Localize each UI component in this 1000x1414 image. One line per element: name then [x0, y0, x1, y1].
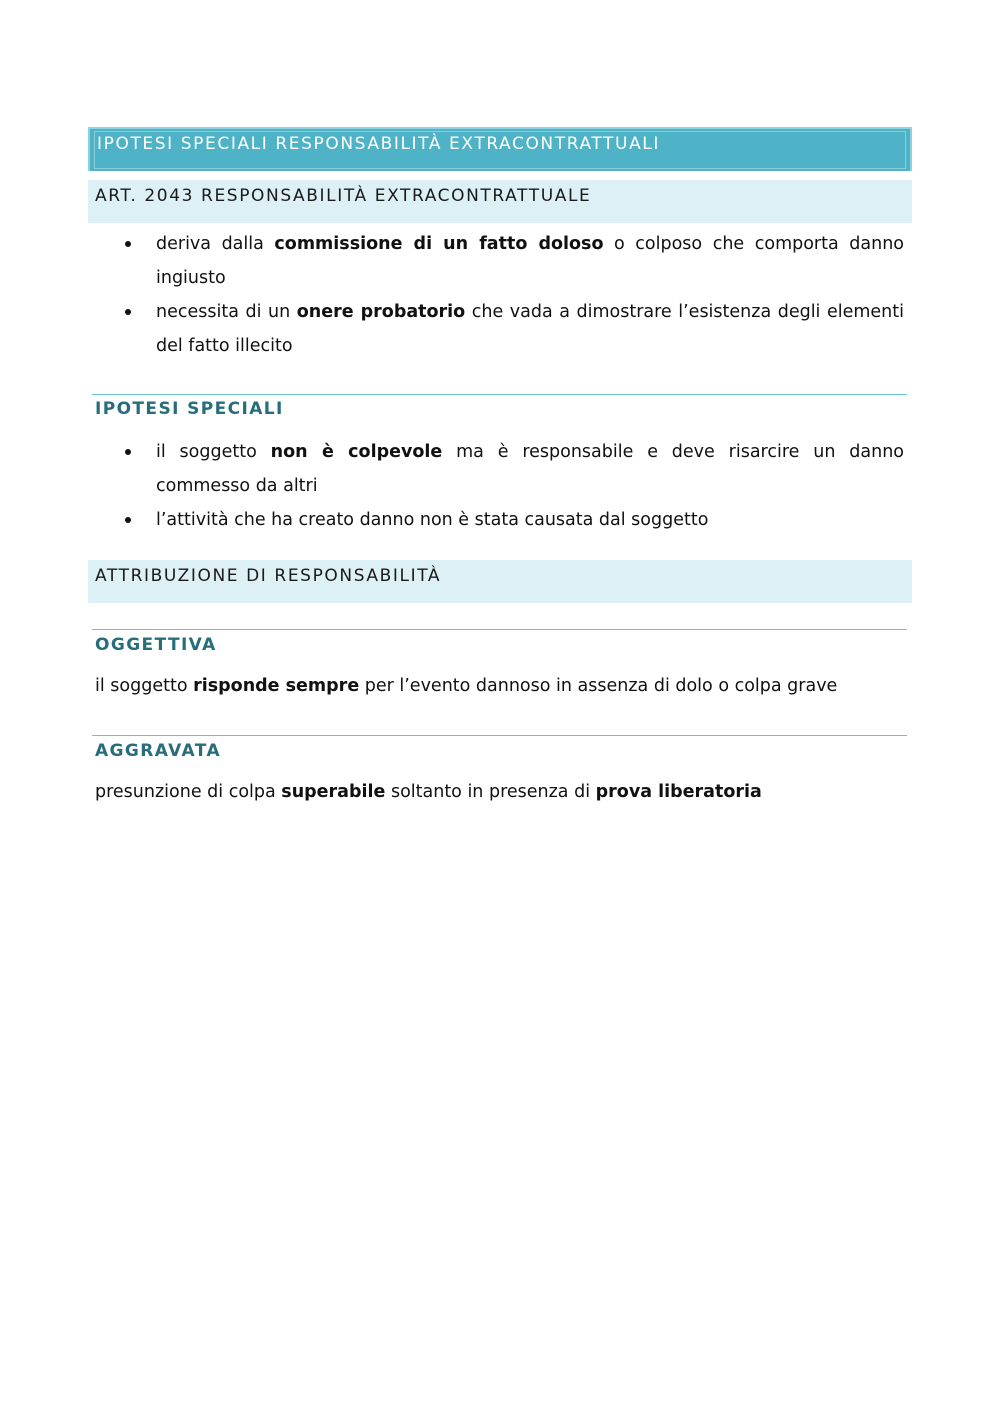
bullet-icon: [125, 241, 131, 247]
bullet-text: che vada a dimostrare l’esistenza degli elementi del fatto illecito: [156, 302, 904, 356]
bullet-icon: [125, 449, 131, 455]
bullet-text: l’attività che ha creato danno non è stata causata dal soggetto: [156, 510, 709, 530]
oggettiva-heading: OGGETTIVA: [95, 635, 217, 655]
bullet-icon: [125, 309, 131, 315]
list-item: [95, 295, 904, 363]
main-heading-bar: [88, 127, 912, 171]
list-item: [95, 503, 904, 537]
bullet-text: o colposo che comporta danno ingiusto: [156, 234, 904, 288]
paragraph-text: presunzione di colpa: [95, 782, 282, 802]
list-item: [95, 435, 904, 503]
paragraph-bold-text: risponde sempre: [193, 676, 360, 696]
section-divider: [92, 735, 907, 736]
bullet-text: il soggetto: [156, 442, 271, 462]
paragraph-bold-text: superabile: [281, 782, 386, 802]
aggravata-paragraph: [95, 775, 762, 809]
art-2043-heading-title: ART. 2043 RESPONSABILITÀ EXTRACONTRATTUALE: [95, 186, 592, 206]
bullet-bold-text: non è colpevole: [270, 442, 443, 462]
bullet-text: deriva dalla: [156, 234, 275, 254]
bullet-text: necessita di un: [156, 302, 297, 322]
paragraph-text: per l’evento dannoso in assenza di dolo o colpa grave: [359, 676, 838, 696]
section-divider: [92, 629, 907, 630]
ipotesi-bullet-list: [95, 435, 904, 537]
bullet-icon: [125, 517, 131, 523]
main-heading-title: IPOTESI SPECIALI RESPONSABILITÀ EXTRACONTRATTUALI: [97, 134, 660, 154]
aggravata-heading: AGGRAVATA: [95, 741, 222, 761]
section-divider: [92, 394, 907, 395]
paragraph-text: soltanto in presenza di: [385, 782, 596, 802]
attribuzione-heading-band: [88, 560, 912, 603]
art-2043-heading-band: [88, 180, 912, 223]
oggettiva-paragraph: [95, 669, 837, 703]
paragraph-bold-text: prova liberatoria: [595, 782, 762, 802]
bullet-bold-text: onere probatorio: [296, 302, 466, 322]
bullet-bold-text: commissione di un fatto doloso: [274, 234, 604, 254]
art-2043-bullet-list: [95, 227, 904, 363]
bullet-text: ma è responsabile e deve risarcire un danno commesso da altri: [156, 442, 904, 496]
ipotesi-speciali-heading: IPOTESI SPECIALI: [95, 399, 284, 419]
paragraph-text: il soggetto: [95, 676, 194, 696]
attribuzione-heading-title: ATTRIBUZIONE DI RESPONSABILITÀ: [95, 566, 442, 586]
list-item: [95, 227, 904, 295]
